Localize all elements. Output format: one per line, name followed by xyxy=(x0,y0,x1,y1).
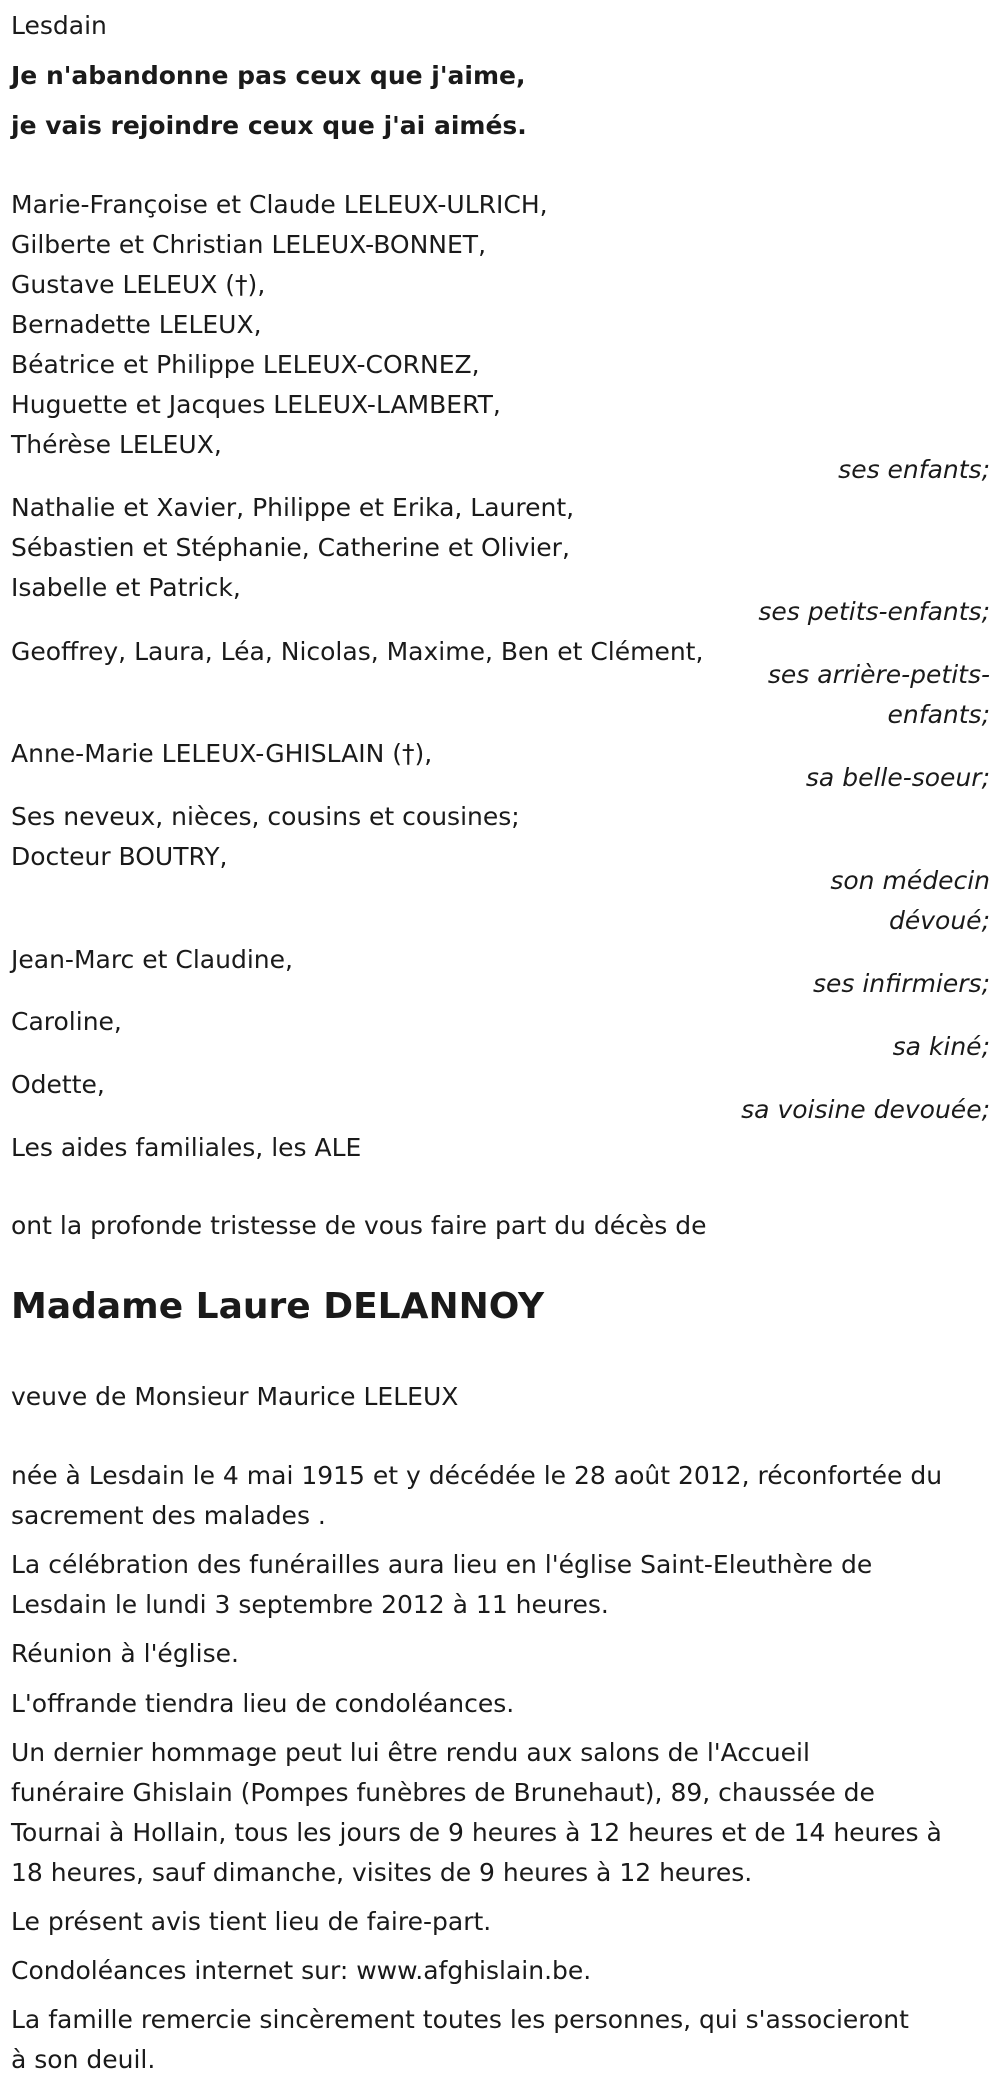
born-line-1: née à Lesdain le 4 mai 1915 et y décédée le 28 août 2012, réconfortée du xyxy=(11,1461,943,1490)
sister-in-law-role: sa belle-soeur; xyxy=(805,763,990,792)
funeral-line-2: Lesdain le lundi 3 septembre 2012 à 11 heures. xyxy=(11,1590,609,1619)
grandchildren-line-1: Nathalie et Xavier, Philippe et Erika, Laurent, xyxy=(11,493,575,522)
grandchildren-line-3: Isabelle et Patrick, xyxy=(11,573,241,602)
great-grandchildren-role-1: ses arrière-petits- xyxy=(767,660,990,689)
great-grandchildren-role-2: enfants; xyxy=(887,700,990,729)
doctor: Docteur BOUTRY, xyxy=(11,842,228,871)
doctor-role-2: dévoué; xyxy=(889,906,990,935)
location: Lesdain xyxy=(11,11,107,40)
physio-role: sa kiné; xyxy=(892,1032,990,1061)
great-grandchildren: Geoffrey, Laura, Léa, Nicolas, Maxime, Ben et Clément, xyxy=(11,637,704,666)
sister-in-law: Anne-Marie LELEUX-GHISLAIN (†), xyxy=(11,739,433,768)
children-role: ses enfants; xyxy=(838,455,990,484)
widow-of: veuve de Monsieur Maurice LELEUX xyxy=(11,1382,459,1411)
offering: L'offrande tiendra lieu de condoléances. xyxy=(11,1689,515,1718)
meeting: Réunion à l'église. xyxy=(11,1639,239,1668)
child-1: Marie-Françoise et Claude LELEUX-ULRICH, xyxy=(11,190,548,219)
quote-line-1: Je n'abandonne pas ceux que j'aime, xyxy=(11,61,526,90)
nurses: Jean-Marc et Claudine, xyxy=(11,945,293,974)
child-6: Huguette et Jacques LELEUX-LAMBERT, xyxy=(11,390,501,419)
doctor-role-1: son médecin xyxy=(830,866,990,895)
funeral-line-1: La célébration des funérailles aura lieu en l'église Saint-Eleuthère de xyxy=(11,1550,873,1579)
physio: Caroline, xyxy=(11,1007,122,1036)
neighbor: Odette, xyxy=(11,1070,105,1099)
tribute-line-1: Un dernier hommage peut lui être rendu aux salons de l'Accueil xyxy=(11,1738,810,1767)
nurses-role: ses infirmiers; xyxy=(812,969,990,998)
condolences: Condoléances internet sur: www.afghislain.be. xyxy=(11,1956,592,1985)
child-5: Béatrice et Philippe LELEUX-CORNEZ, xyxy=(11,350,480,379)
announcement: ont la profonde tristesse de vous faire part du décès de xyxy=(11,1211,707,1240)
grandchildren-line-2: Sébastien et Stéphanie, Catherine et Olivier, xyxy=(11,533,570,562)
thanks-line-2: à son deuil. xyxy=(11,2045,156,2074)
neighbor-role: sa voisine devouée; xyxy=(741,1095,990,1124)
tribute-line-4: 18 heures, sauf dimanche, visites de 9 heures à 12 heures. xyxy=(11,1858,753,1887)
grandchildren-role: ses petits-enfants; xyxy=(758,597,990,626)
born-line-2: sacrement des malades . xyxy=(11,1501,326,1530)
child-7: Thérèse LELEUX, xyxy=(11,430,222,459)
helpers: Les aides familiales, les ALE xyxy=(11,1133,362,1162)
child-2: Gilberte et Christian LELEUX-BONNET, xyxy=(11,230,487,259)
child-4: Bernadette LELEUX, xyxy=(11,310,262,339)
quote-line-2: je vais rejoindre ceux que j'ai aimés. xyxy=(11,111,527,140)
child-3: Gustave LELEUX (†), xyxy=(11,270,266,299)
relatives: Ses neveux, nièces, cousins et cousines; xyxy=(11,802,520,831)
thanks-line-1: La famille remercie sincèrement toutes les personnes, qui s'associeront xyxy=(11,2005,909,2034)
tribute-line-3: Tournai à Hollain, tous les jours de 9 heures à 12 heures et de 14 heures à xyxy=(11,1818,942,1847)
deceased-name: Madame Laure DELANNOY xyxy=(11,1286,545,1327)
notice: Le présent avis tient lieu de faire-part. xyxy=(11,1907,492,1936)
tribute-line-2: funéraire Ghislain (Pompes funèbres de Brunehaut), 89, chaussée de xyxy=(11,1778,875,1807)
